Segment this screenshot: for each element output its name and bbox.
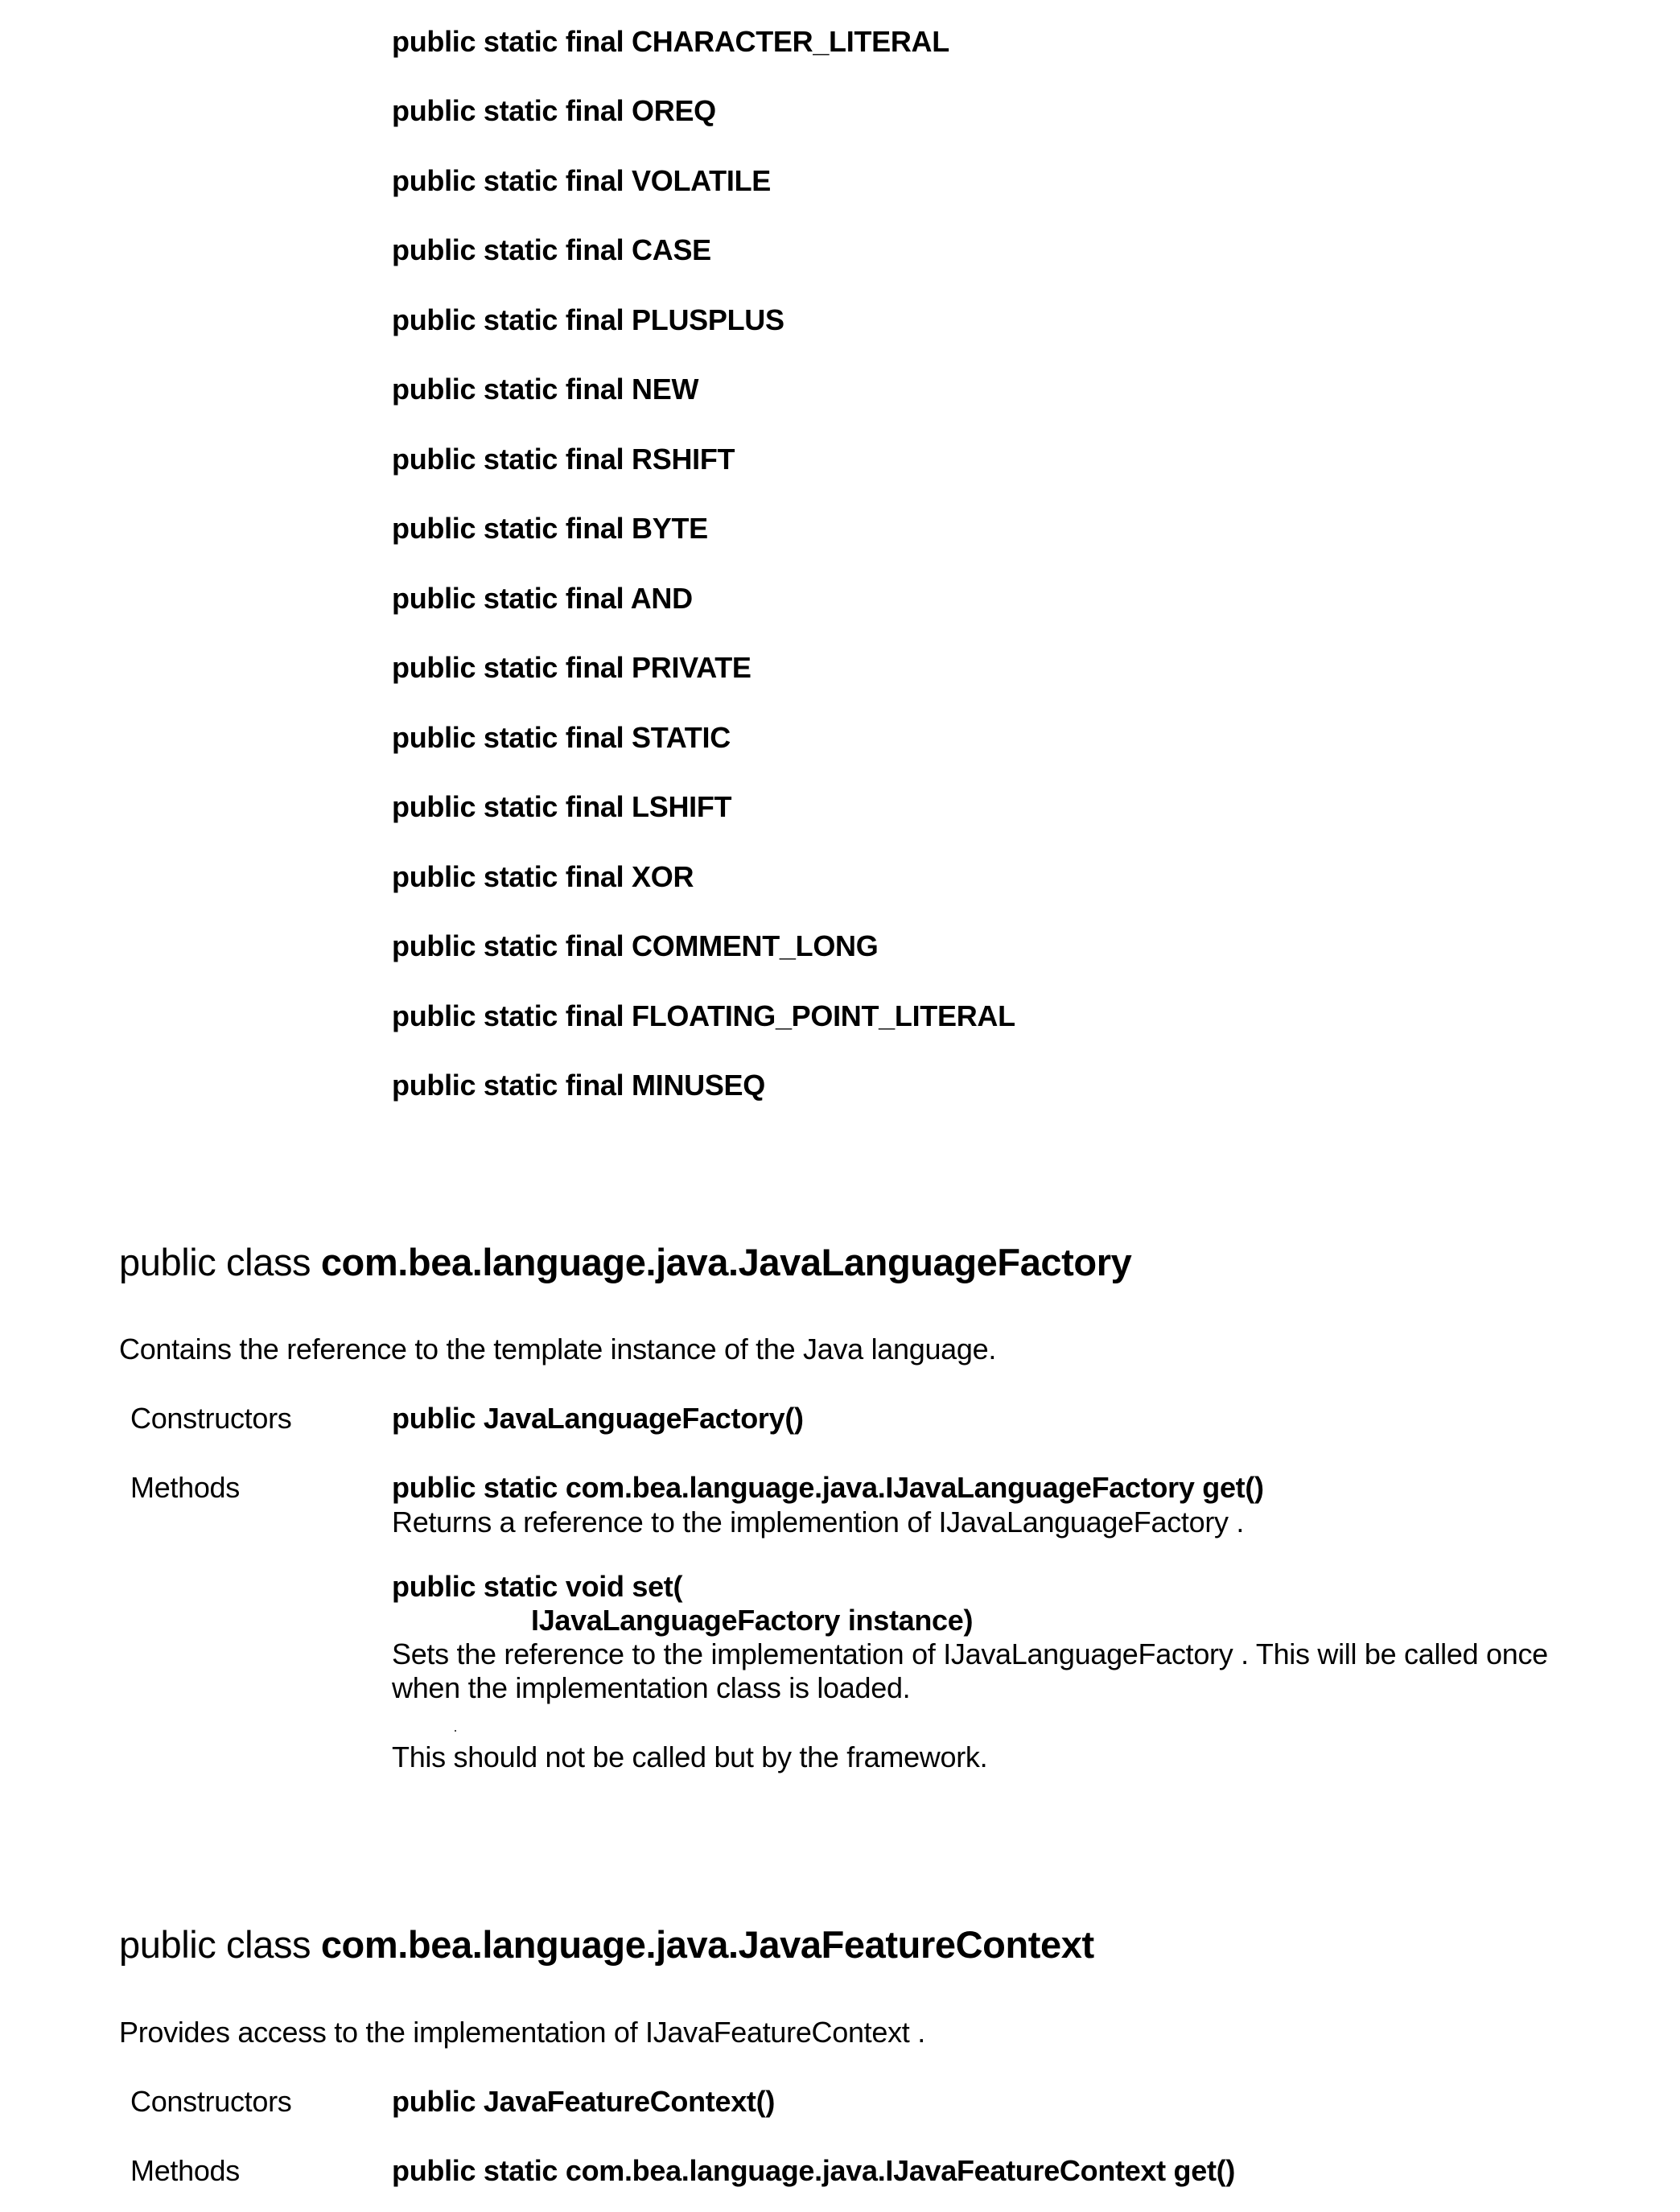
field-declaration: public static final RSHIFT (392, 443, 735, 476)
field-declaration: public static final BYTE (392, 512, 708, 545)
field-declaration: public static final NEW (392, 373, 699, 406)
method-signature-get: public static com.bea.language.java.IJavaFeatureContext get() (392, 2154, 1236, 2187)
field-declaration: public static final PLUSPLUS (392, 303, 784, 336)
methods-label: Methods (130, 1471, 240, 1504)
field-declaration: public static final STATIC (392, 721, 731, 754)
constructors-label: Constructors (130, 2085, 292, 2118)
constructors-label: Constructors (130, 1402, 292, 1435)
class-heading-prefix: public class (119, 1241, 311, 1283)
class-description: Contains the reference to the template instance of the Java language. (119, 1333, 997, 1366)
method-description-set-line2: when the implementation class is loaded. (392, 1671, 911, 1704)
constructor-signature: public JavaLanguageFactory() (392, 1402, 804, 1435)
method-signature-get: public static com.bea.language.java.IJavaLanguageFactory get() (392, 1471, 1264, 1504)
class-heading (119, 1922, 1094, 1967)
field-declaration: public static final CASE (392, 233, 711, 266)
field-declaration: public static final VOLATILE (392, 164, 771, 197)
method-signature-set-line2: IJavaLanguageFactory instance) (531, 1604, 974, 1637)
class-heading-prefix: public class (119, 1923, 311, 1966)
class-description: Provides access to the implementation of IJavaFeatureContext . (119, 2016, 925, 2049)
field-declaration: public static final CHARACTER_LITERAL (392, 25, 949, 58)
method-note-set: This should not be called but by the framework. (392, 1740, 988, 1773)
method-description-get: Returns a reference to the implemention of IJavaLanguageFactory . (392, 1506, 1245, 1539)
class-name: com.bea.language.java.JavaLanguageFactory (320, 1241, 1132, 1283)
field-declaration: public static final OREQ (392, 94, 716, 127)
method-description-set-line1: Sets the reference to the implementation of IJavaLanguageFactory . This will be called once (392, 1637, 1548, 1670)
field-declaration: public static final AND (392, 582, 693, 615)
class-name: com.bea.language.java.JavaFeatureContext (320, 1923, 1094, 1966)
class-heading (119, 1240, 1131, 1285)
field-declaration: public static final COMMENT_LONG (392, 929, 879, 962)
scan-speck (455, 1730, 456, 1732)
methods-label: Methods (130, 2154, 240, 2187)
field-declaration: public static final XOR (392, 860, 694, 893)
field-declaration: public static final FLOATING_POINT_LITERAL (392, 999, 1015, 1032)
field-declaration: public static final PRIVATE (392, 651, 751, 684)
field-declaration: public static final MINUSEQ (392, 1069, 765, 1102)
field-declaration: public static final LSHIFT (392, 790, 732, 823)
constructor-signature: public JavaFeatureContext() (392, 2085, 776, 2118)
method-signature-set-line1: public static void set( (392, 1570, 683, 1603)
